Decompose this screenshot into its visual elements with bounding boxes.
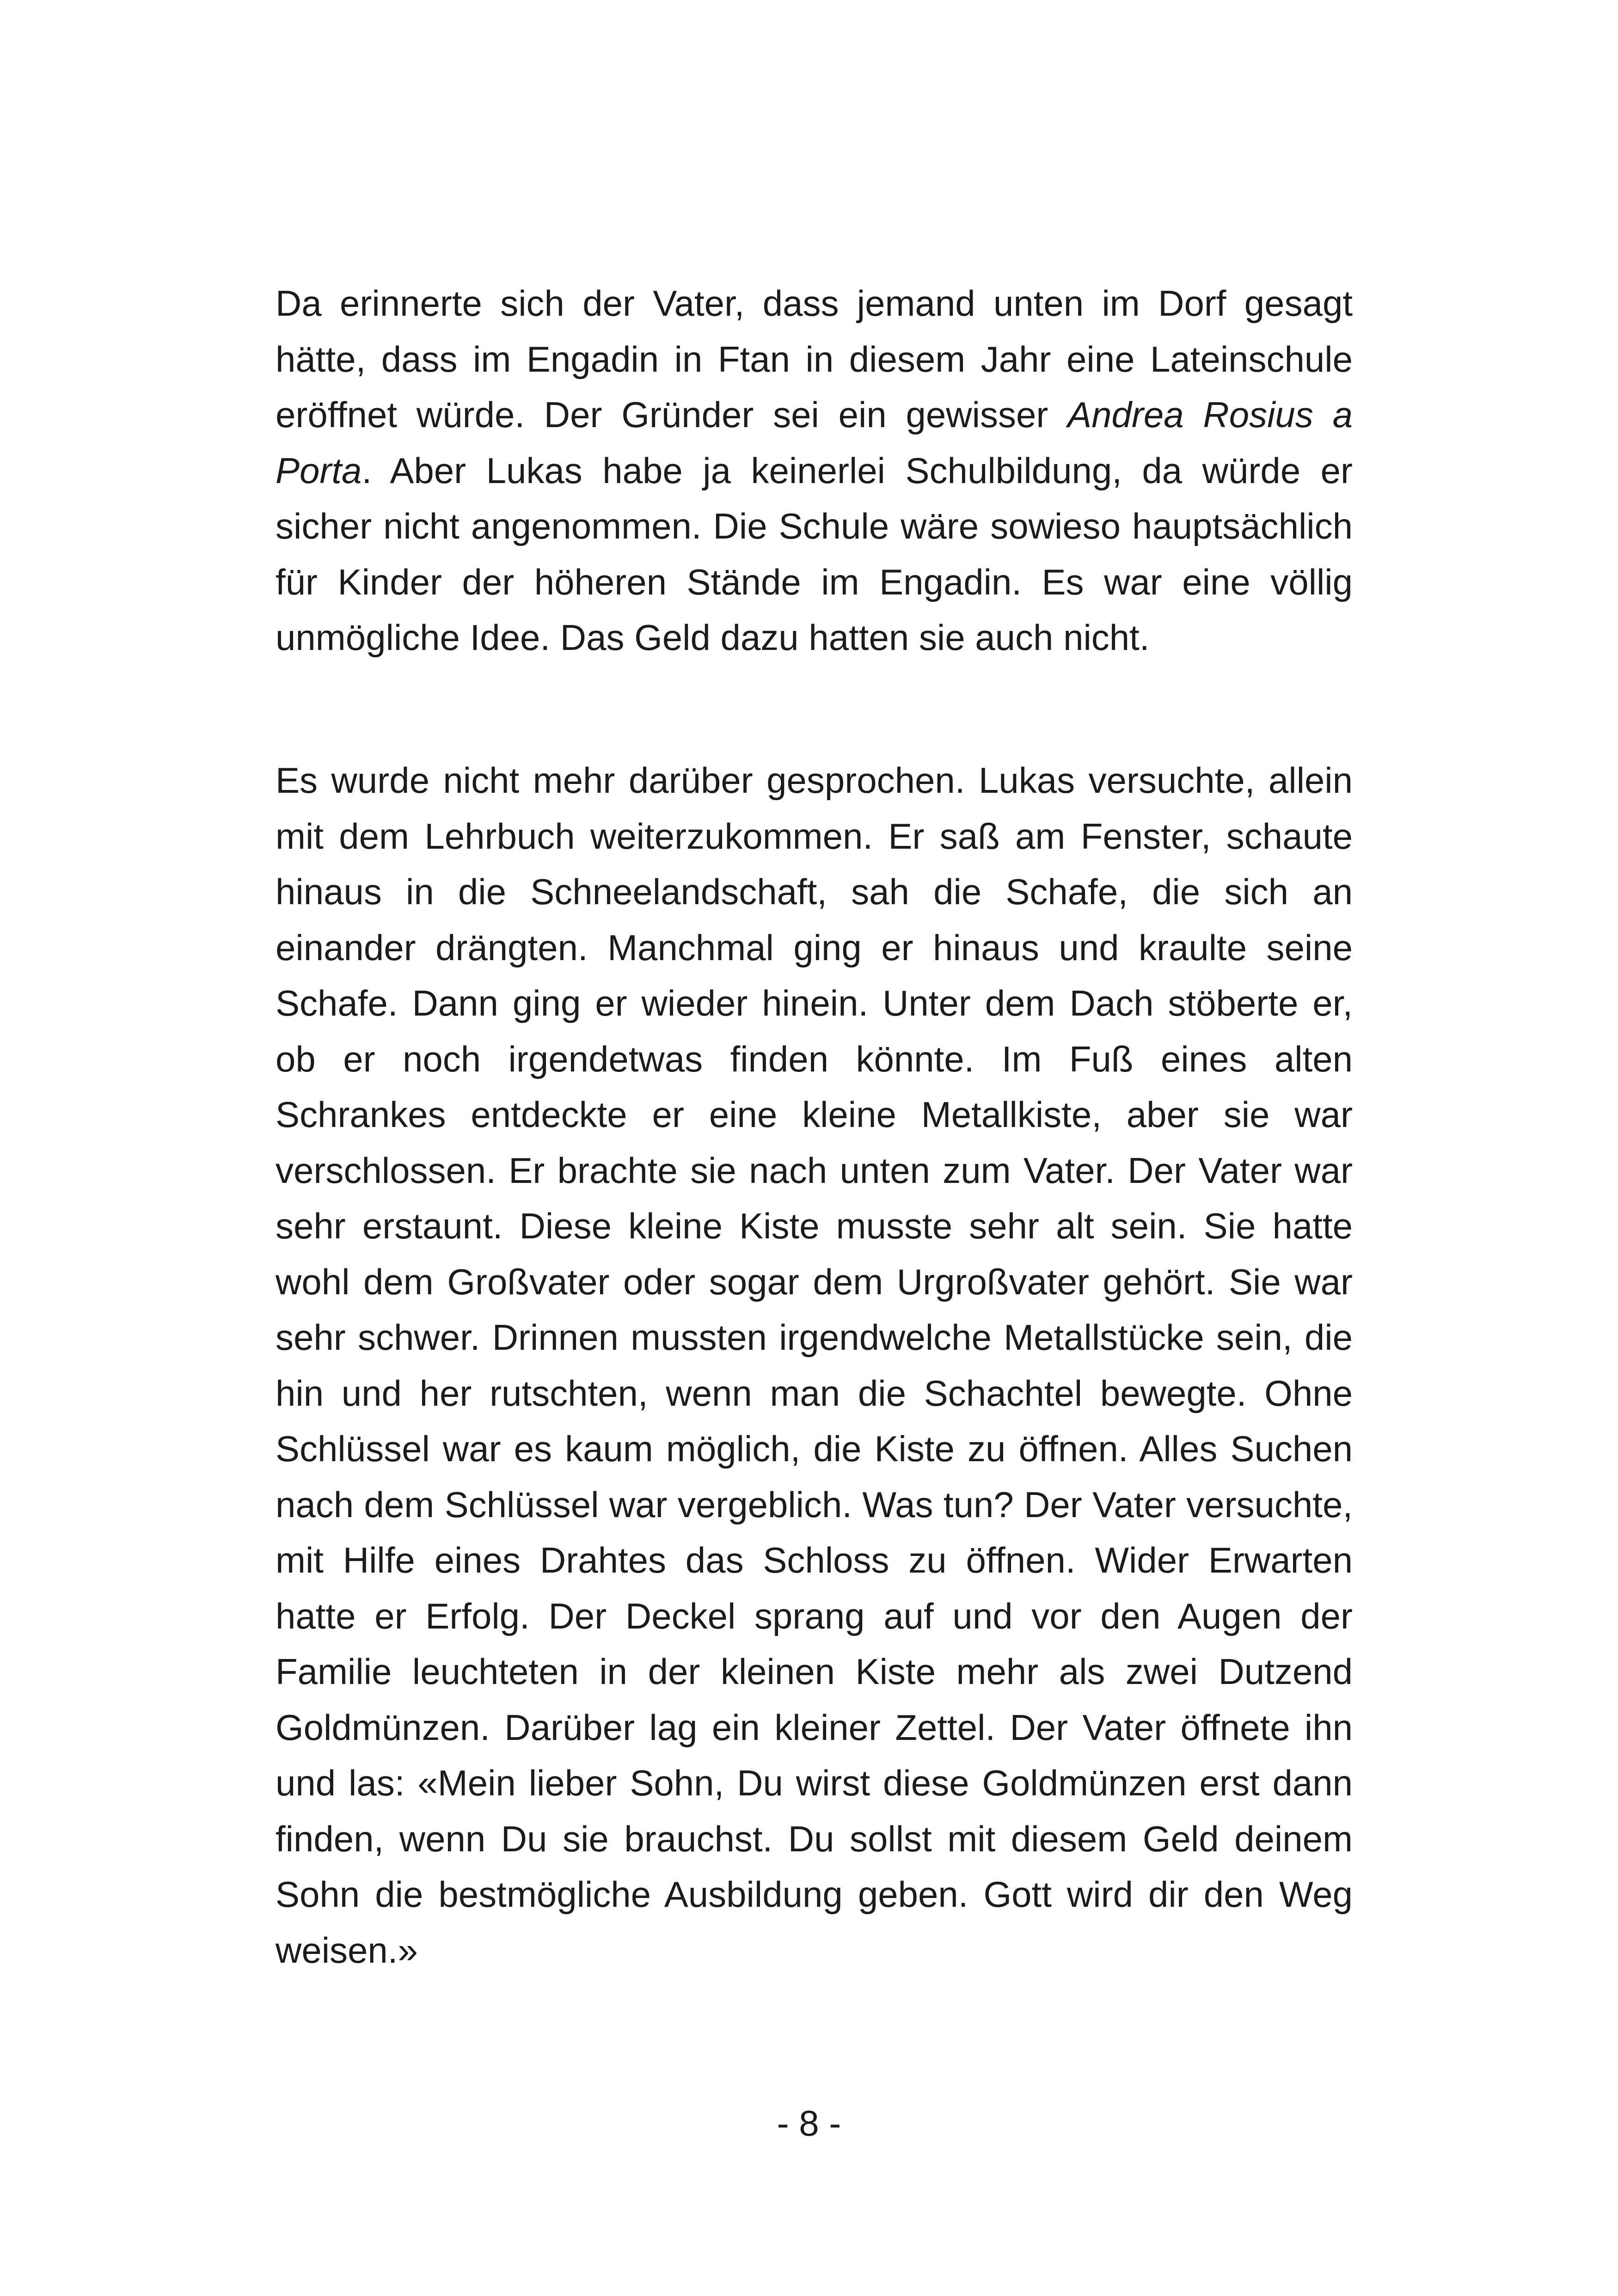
paragraph-segment: Es wurde nicht mehr darüber gesprochen. Lukas versuchte, allein mit dem Lehrbuch weiterzukommen. Er saß am Fenster, schaute hinaus in die Schneelandschaft, sah die Schafe, die sich an einander drängten. Manchmal ging er hinaus und kraulte seine Schafe. Dann ging er wieder hinein. Unter dem Dach stöberte er, ob er noch irgendetwas finden könnte. Im Fuß eines alten Schrankes entdeckte er eine kleine Metallkiste, aber sie war verschlossen. Er brachte sie nach unten zum Vater. Der Vater war sehr erstaunt. Diese kleine Kiste musste sehr alt sein. Sie hatte wohl dem Großvater oder sogar dem Urgroßvater gehört. Sie war sehr schwer. Drinnen mussten irgendwelche Metallstücke sein, die hin und her rutschten, wenn man die Schachtel bewegte. Ohne Schlüssel war es kaum möglich, die Kiste zu öffnen. Alles Suchen nach dem Schlüssel war vergeblich. Was tun? Der Vater versuchte, mit Hilfe eines Drahtes das Schloss zu öffnen. Wider Erwarten hatte er Erfolg. Der Deckel sprang auf und vor den Augen der Familie leuchteten in der kleinen Kiste mehr als zwei Dutzend Goldmünzen. Darüber lag ein kleiner Zettel. Der Vater öffnete ihn und las: «Mein lieber Sohn, Du wirst diese Goldmünzen erst dann finden, wenn Du sie brauchst. Du sollst mit diesem Geld deinem Sohn die bestmögliche Ausbildung geben. Gott wird dir den Weg weisen.» [276, 760, 1353, 1971]
paragraph-2 [276, 753, 1353, 1978]
paragraph-segment: Da erinnerte sich der Vater, dass jemand unten im Dorf gesagt hätte, dass im Engadin in Ftan in diesem Jahr eine Lateinschule eröffnet würde. Der Gründer sei ein gewisser [276, 283, 1353, 435]
page-number: - 8 - [777, 2103, 841, 2143]
paragraph-text [276, 276, 1353, 666]
person-name-italic: Andrea Rosius a Porta [276, 394, 1353, 491]
paragraph-segment: . Aber Lukas habe ja keinerlei Schulbildung, da würde er sicher nicht angenommen. Die Schule wäre sowieso hauptsächlich für Kinder der höheren Stände im Engadin. Es war eine völlig unmögliche Idee. Das Geld dazu hatten sie auch nicht. [276, 450, 1353, 658]
paragraph-1 [276, 276, 1353, 666]
paragraph-text [276, 753, 1353, 1978]
